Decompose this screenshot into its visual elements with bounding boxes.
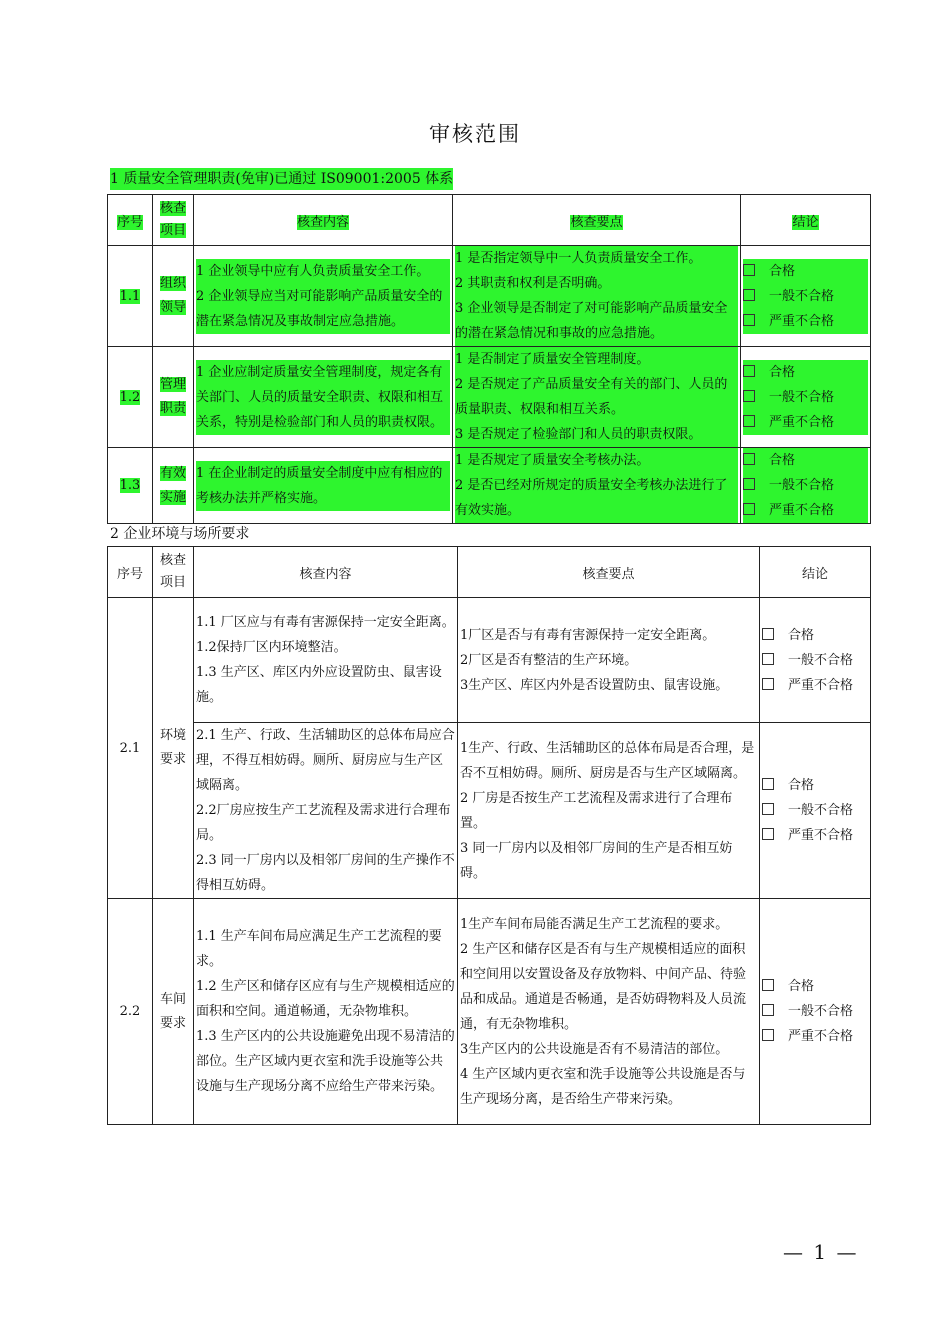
row-seq: 1.1 (108, 246, 153, 347)
checkbox-major[interactable]: 严重不合格 (743, 498, 868, 523)
checkbox-major[interactable]: 严重不合格 (762, 1024, 868, 1049)
header-result: 结论 (741, 195, 871, 246)
row-seq: 1.3 (108, 448, 153, 524)
row-seq: 2.1 (108, 598, 153, 899)
checkbox-major[interactable]: 严重不合格 (743, 309, 868, 334)
section-1-heading: 1 质量安全管理职责(免审)已通过 IS09001:2005 体系 (110, 168, 453, 190)
row-points: 1 是否指定领导中一人负责质量安全工作。 2 其职责和权利是否明确。 3 企业领导是否制定了对可能影响产品质量安全的潜在紧急情况和事故的应急措施。 (453, 246, 741, 347)
checkbox-pass[interactable]: 合格 (762, 974, 868, 999)
table-row (108, 598, 871, 723)
row-item: 环境要求 (153, 598, 194, 899)
result-checkboxes (760, 899, 871, 1125)
header-seq: 序号 (108, 195, 153, 246)
row-content: 1 企业领导中应有人负责质量安全工作。 2 企业领导应当对可能影响产品质量安全的潜在紧急情况及事故制定应急措施。 (194, 246, 453, 347)
row-item: 组织领导 (153, 246, 194, 347)
result-checkboxes (741, 347, 871, 448)
table-row (108, 899, 871, 1125)
row-item: 车间要求 (153, 899, 194, 1125)
checkbox-pass[interactable]: 合格 (743, 360, 868, 385)
row-points: 1生产、行政、生活辅助区的总体布局是否合理，是否不互相妨碍。厕所、厨房是否与生产区域隔离。 2 厂房是否按生产工艺流程及需求进行了合理布置。 3 同一厂房内以及相邻厂房间的生产是否相互妨碍。 (458, 723, 760, 899)
section-2-table (107, 546, 871, 1125)
result-checkboxes (741, 448, 871, 524)
row-content: 1 在企业制定的质量安全制度中应有相应的考核办法并严格实施。 (194, 448, 453, 524)
checkbox-minor[interactable]: 一般不合格 (743, 284, 868, 309)
table-header-row (108, 195, 871, 246)
row-item: 有效实施 (153, 448, 194, 524)
row-points: 1厂区是否与有毒有害源保持一定安全距离。 2厂区是否有整洁的生产环境。 3生产区、库区内外是否设置防虫、鼠害设施。 (458, 598, 760, 723)
header-seq: 序号 (108, 547, 153, 598)
checkbox-minor[interactable]: 一般不合格 (743, 385, 868, 410)
checkbox-minor[interactable]: 一般不合格 (762, 648, 868, 673)
header-points: 核查要点 (453, 195, 741, 246)
checkbox-minor[interactable]: 一般不合格 (762, 999, 868, 1024)
header-item: 核查项目 (153, 195, 194, 246)
row-content: 1 企业应制定质量安全管理制度，规定各有关部门、人员的质量安全职责、权限和相互关系，特别是检验部门和人员的职责权限。 (194, 347, 453, 448)
checkbox-minor[interactable]: 一般不合格 (743, 473, 868, 498)
checkbox-major[interactable]: 严重不合格 (762, 673, 868, 698)
checkbox-pass[interactable]: 合格 (743, 448, 868, 473)
checkbox-major[interactable]: 严重不合格 (762, 823, 868, 848)
checkbox-pass[interactable]: 合格 (762, 623, 868, 648)
row-points: 1生产车间布局能否满足生产工艺流程的要求。 2 生产区和储存区是否有与生产规模相适应的面积和空间用以安置设备及存放物料、中间产品、待验品和成品。通道是否畅通，是否妨碍物料及人员流通，有无杂物堆积。 3生产区内的公共设施是否有不易清洁的部位。 4 生产区域内更衣室和洗手设施等公共设施是否与生产现场分离，是否给生产带来污染。 (458, 899, 760, 1125)
header-result: 结论 (760, 547, 871, 598)
header-content: 核查内容 (194, 195, 453, 246)
checkbox-pass[interactable]: 合格 (743, 259, 868, 284)
section-2-heading: 2 企业环境与场所要求 (110, 526, 250, 542)
table-row (108, 448, 871, 524)
page-number: — 1 — (783, 1240, 859, 1264)
table-row (108, 246, 871, 347)
row-item: 管理职责 (153, 347, 194, 448)
result-checkboxes (760, 598, 871, 723)
row-content: 2.1 生产、行政、生活辅助区的总体布局应合理，不得互相妨碍。厕所、厨房应与生产区域隔离。 2.2厂房应按生产工艺流程及需求进行合理布局。 2.3 同一厂房内以及相邻厂房间的生产操作不得相互妨碍。 (194, 723, 458, 899)
table-header-row (108, 547, 871, 598)
result-checkboxes (760, 723, 871, 899)
page-title: 审核范围 (429, 122, 521, 146)
section-1-table (107, 194, 871, 524)
checkbox-major[interactable]: 严重不合格 (743, 410, 868, 435)
row-content: 1.1 生产车间布局应满足生产工艺流程的要求。 1.2 生产区和储存区应有与生产规模相适应的面积和空间。通道畅通，无杂物堆积。 1.3 生产区内的公共设施避免出现不易清洁的部位。生产区域内更衣室和洗手设施等公共设施与生产现场分离不应给生产带来污染。 (194, 899, 458, 1125)
checkbox-minor[interactable]: 一般不合格 (762, 798, 868, 823)
row-points: 1 是否规定了质量安全考核办法。 2 是否已经对所规定的质量安全考核办法进行了有效实施。 (453, 448, 741, 524)
result-checkboxes (741, 246, 871, 347)
row-content: 1.1 厂区应与有毒有害源保持一定安全距离。 1.2保持厂区内环境整洁。 1.3 生产区、库区内外应设置防虫、鼠害设施。 (194, 598, 458, 723)
table-row (108, 723, 871, 899)
header-item: 核查项目 (153, 547, 194, 598)
row-points: 1 是否制定了质量安全管理制度。 2 是否规定了产品质量安全有关的部门、人员的质量职责、权限和相互关系。 3 是否规定了检验部门和人员的职责权限。 (453, 347, 741, 448)
header-points: 核查要点 (458, 547, 760, 598)
row-seq: 1.2 (108, 347, 153, 448)
header-content: 核查内容 (194, 547, 458, 598)
checkbox-pass[interactable]: 合格 (762, 773, 868, 798)
table-row (108, 347, 871, 448)
row-seq: 2.2 (108, 899, 153, 1125)
